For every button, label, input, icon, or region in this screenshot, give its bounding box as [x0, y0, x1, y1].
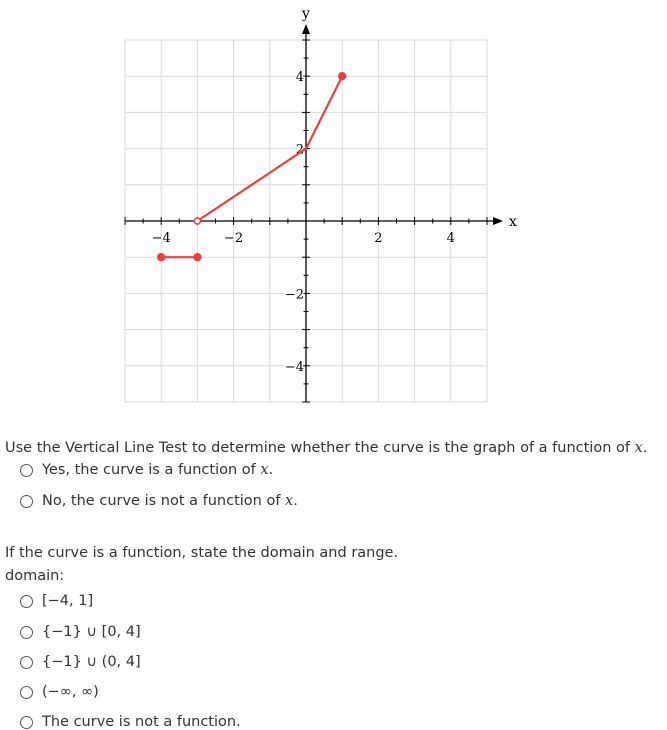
domain-option-1[interactable]	[20, 593, 93, 609]
option-label: {−1} ∪ (0, 4]	[42, 654, 141, 670]
option-label: No, the curve is not a function of x.	[42, 493, 298, 509]
radio-button[interactable]	[20, 656, 33, 669]
closed-endpoint	[158, 254, 165, 261]
domain-option-5[interactable]	[20, 714, 241, 730]
radio-button[interactable]	[20, 626, 33, 639]
x-tick-label: −2	[224, 231, 244, 246]
x-tick-label: 2	[374, 231, 383, 246]
option-label: [−4, 1]	[42, 593, 94, 609]
y-tick-label: 2	[295, 142, 304, 158]
x-tick-label: 4	[446, 231, 455, 246]
option-label: The curve is not a function.	[42, 714, 241, 730]
option-label: Yes, the curve is a function of x.	[42, 462, 274, 478]
option-no-function[interactable]	[20, 493, 298, 509]
option-label: {−1} ∪ [0, 4]	[42, 624, 141, 640]
y-tick-label: 4	[295, 70, 304, 86]
y-tick-label: −2	[284, 287, 304, 303]
radio-button[interactable]	[20, 464, 33, 477]
closed-endpoint	[194, 254, 201, 261]
domain-range-prompt: If the curve is a function, state the domain and range.	[5, 545, 399, 561]
y-tick-label: −4	[284, 359, 304, 375]
x-axis-label: x	[509, 214, 517, 230]
y-axis-arrow	[302, 24, 310, 34]
domain-option-3[interactable]	[20, 654, 141, 670]
closed-endpoint	[339, 73, 346, 80]
open-endpoint	[194, 218, 200, 224]
domain-option-4[interactable]	[20, 684, 99, 700]
x-tick-label: −4	[151, 231, 171, 246]
x-axis-arrow	[493, 217, 503, 225]
domain-label: domain:	[5, 568, 65, 584]
domain-option-2[interactable]	[20, 624, 141, 640]
radio-button[interactable]	[20, 716, 33, 729]
radio-button[interactable]	[20, 686, 33, 699]
option-label: (−∞, ∞)	[42, 684, 99, 700]
option-yes-function[interactable]	[20, 462, 273, 478]
radio-button[interactable]	[20, 595, 33, 608]
radio-button[interactable]	[20, 495, 33, 508]
y-axis-label: y	[302, 6, 310, 22]
vertical-line-test-prompt: Use the Vertical Line Test to determine whether the curve is the graph of a function of x.	[5, 440, 648, 456]
